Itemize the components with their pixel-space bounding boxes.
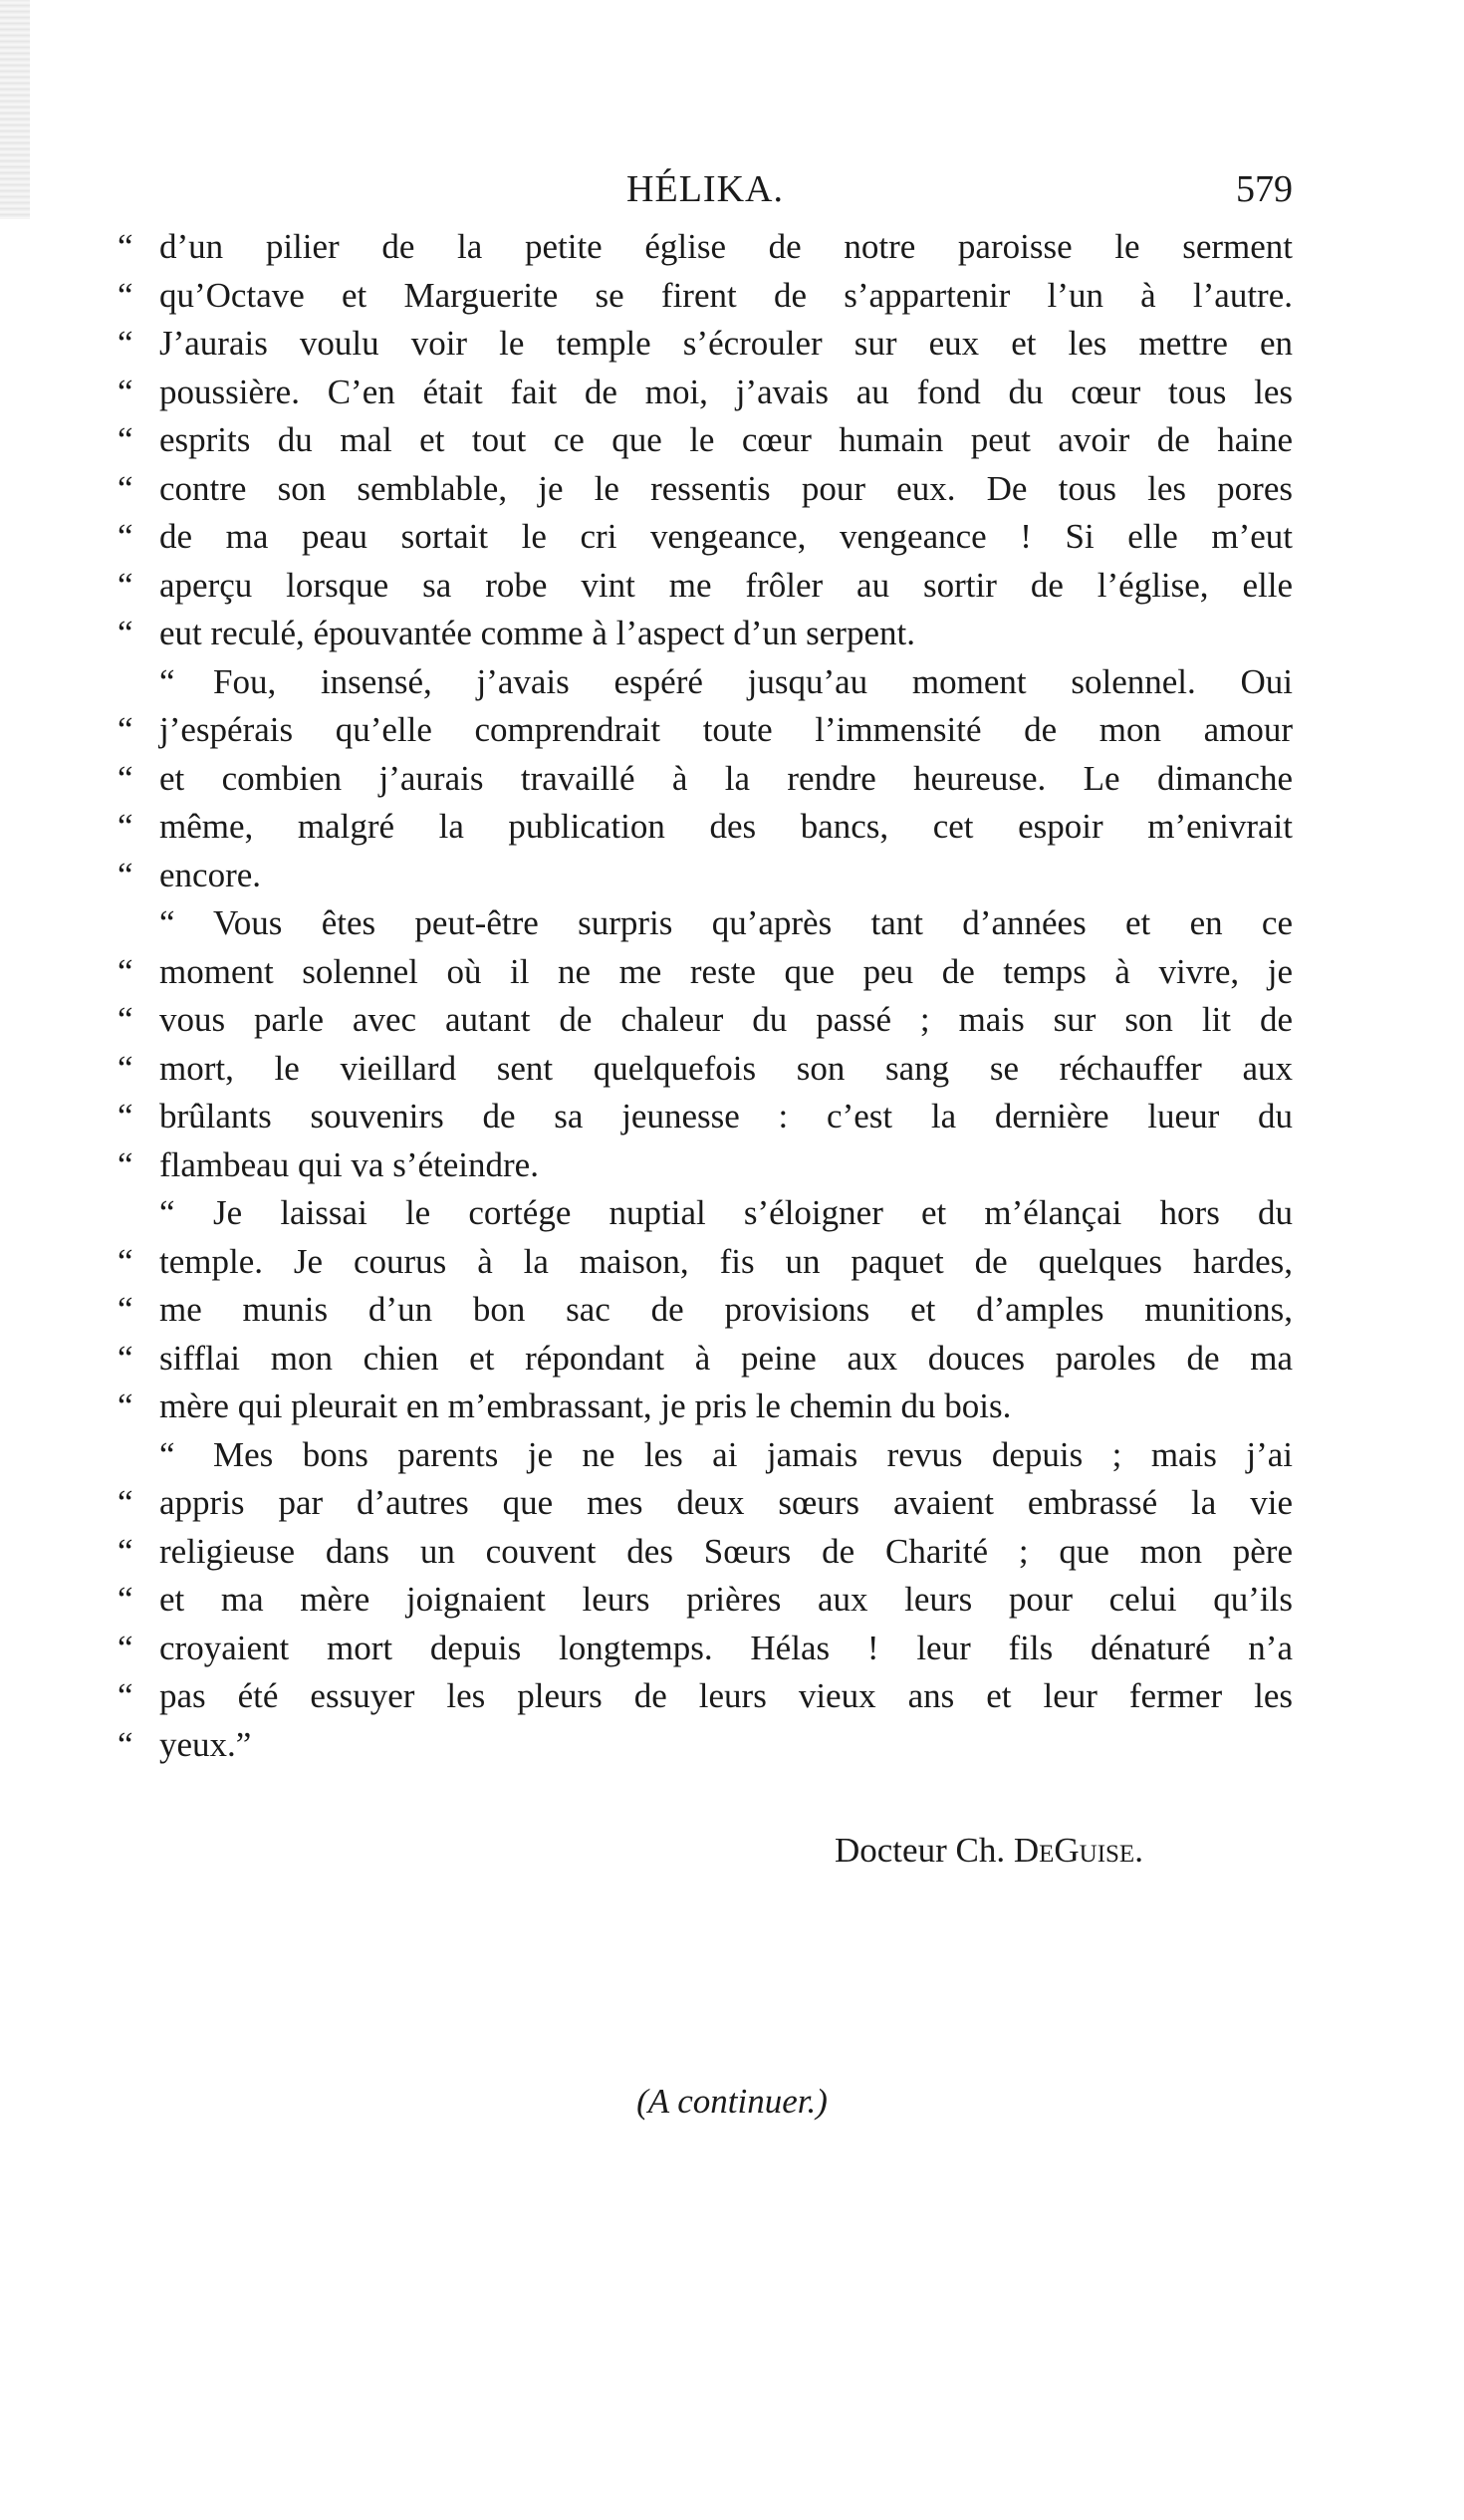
quote-mark: “ (118, 565, 133, 605)
text-line (118, 852, 1293, 900)
running-title: HÉLIKA. (626, 168, 784, 210)
text-line (118, 1431, 1293, 1480)
quote-mark: “ (118, 1338, 133, 1378)
line-text: de ma peau sortait le cri vengeance, vengeance ! Si elle m’eut (159, 517, 1293, 556)
quote-mark: “ (118, 1386, 133, 1425)
line-text: moment solennel où il ne me reste que peu de temps à vivre, je (159, 951, 1293, 991)
author-signature (835, 1831, 1143, 1871)
line-text: yeux.” (159, 1724, 252, 1764)
quote-mark: “ (118, 420, 133, 459)
line-text: J’aurais voulu voir le temple s’écrouler sur eux et les mettre en (159, 324, 1293, 363)
quote-mark: “ (118, 1580, 133, 1619)
quote-mark: “ (118, 1097, 133, 1135)
quote-mark: “ (118, 1531, 133, 1571)
quote-mark: “ (118, 951, 133, 991)
text-line (118, 1672, 1293, 1721)
line-text: Fou, insensé, j’avais espéré jusqu’au moment solennel. Oui (213, 661, 1293, 701)
line-text: brûlants souvenirs de sa jeunesse : c’est la dernière lueur du (159, 1097, 1293, 1135)
quote-mark: “ (118, 807, 133, 846)
text-line (118, 1238, 1293, 1287)
quote-mark: “ (118, 1483, 133, 1522)
quote-mark: “ (118, 758, 133, 798)
quote-mark: “ (159, 903, 175, 942)
text-line (118, 1479, 1293, 1528)
continuation-note: (A continuer.) (636, 2082, 828, 2121)
text-line (118, 1576, 1293, 1625)
line-text: mort, le vieillard sent quelquefois son sang se réchauffer aux (159, 1048, 1293, 1088)
body-text (118, 223, 1293, 1769)
quote-mark: “ (118, 372, 133, 411)
text-line (118, 803, 1293, 852)
line-text: vous parle avec autant de chaleur du passé ; mais sur son lit de (159, 1000, 1293, 1039)
text-line (118, 320, 1293, 369)
text-line (118, 1093, 1293, 1141)
line-text: contre son semblable, je le ressentis pour eux. De tous les pores (159, 468, 1293, 508)
text-line (118, 1141, 1293, 1190)
text-line (118, 1335, 1293, 1384)
text-line (118, 1528, 1293, 1577)
quote-mark: “ (118, 1241, 133, 1281)
quote-mark: “ (118, 1628, 133, 1667)
signature-surname: DeGuise. (1013, 1831, 1143, 1870)
line-text: d’un pilier de la petite église de notre paroisse le serment (159, 227, 1293, 266)
quote-mark: “ (118, 324, 133, 363)
page-number: 579 (1236, 168, 1293, 210)
quote-mark: “ (118, 614, 133, 652)
quote-mark: “ (118, 275, 133, 315)
line-text: temple. Je courus à la maison, fis un paquet de quelques hardes, (159, 1241, 1293, 1281)
quote-mark: “ (118, 1144, 133, 1184)
line-text: mère qui pleurait en m’embrassant, je pris le chemin du bois. (159, 1386, 1012, 1425)
line-text: appris par d’autres que mes deux sœurs avaient embrassé la vie (159, 1483, 1293, 1522)
text-line (118, 1286, 1293, 1335)
text-line (118, 1189, 1293, 1238)
text-line (118, 562, 1293, 611)
text-line (118, 1721, 1293, 1770)
line-text: croyaient mort depuis longtemps. Hélas ! leur fils dénaturé n’a (159, 1628, 1293, 1667)
line-text: encore. (159, 855, 262, 894)
text-line (118, 948, 1293, 997)
quote-mark: “ (118, 517, 133, 556)
quote-mark: “ (159, 661, 175, 701)
text-line (118, 755, 1293, 804)
text-line (118, 706, 1293, 755)
line-text: religieuse dans un couvent des Sœurs de Charité ; que mon père (159, 1531, 1293, 1571)
text-line (118, 1045, 1293, 1094)
line-text: eut reculé, épouvantée comme à l’aspect d’un serpent. (159, 614, 915, 652)
quote-mark: “ (118, 1290, 133, 1329)
page-header (118, 167, 1293, 217)
line-text: même, malgré la publication des bancs, cet espoir m’enivrait (159, 807, 1293, 846)
quote-mark: “ (118, 710, 133, 749)
line-text: poussière. C’en était fait de moi, j’avais au fond du cœur tous les (159, 372, 1293, 411)
quote-mark: “ (159, 1193, 175, 1232)
text-line (118, 1383, 1293, 1431)
text-line (118, 223, 1293, 272)
line-text: esprits du mal et tout ce que le cœur humain peut avoir de haine (159, 420, 1293, 459)
line-text: Mes bons parents je ne les ai jamais revus depuis ; mais j’ai (213, 1434, 1293, 1474)
text-line (118, 513, 1293, 562)
quote-mark: “ (118, 1724, 133, 1764)
line-text: pas été essuyer les pleurs de leurs vieux ans et leur fermer les (159, 1676, 1293, 1715)
line-text: et ma mère joignaient leurs prières aux leurs pour celui qu’ils (159, 1580, 1293, 1619)
quote-mark: “ (118, 1676, 133, 1715)
text-line (118, 416, 1293, 465)
signature-prefix: Docteur Ch. (835, 1831, 1006, 1870)
text-line (118, 610, 1293, 658)
line-text: Je laissai le cortége nuptial s’éloigner et m’élançai hors du (213, 1193, 1293, 1232)
line-text: qu’Octave et Marguerite se firent de s’appartenir l’un à l’autre. (159, 275, 1293, 315)
text-line (118, 272, 1293, 321)
line-text: sifflai mon chien et répondant à peine aux douces paroles de ma (159, 1338, 1293, 1378)
quote-mark: “ (118, 227, 133, 266)
quote-mark: “ (118, 855, 133, 894)
line-text: et combien j’aurais travaillé à la rendre heureuse. Le dimanche (159, 758, 1293, 798)
text-line (118, 658, 1293, 707)
quote-mark: “ (118, 1000, 133, 1039)
line-text: aperçu lorsque sa robe vint me frôler au sortir de l’église, elle (159, 565, 1293, 605)
scanned-page-edge (0, 0, 30, 219)
text-line (118, 465, 1293, 514)
text-line (118, 899, 1293, 948)
quote-mark: “ (159, 1434, 175, 1474)
line-text: Vous êtes peut-être surpris qu’après tant d’années et en ce (213, 903, 1293, 942)
text-line (118, 996, 1293, 1045)
text-line (118, 369, 1293, 417)
line-text: j’espérais qu’elle comprendrait toute l’immensité de mon amour (159, 710, 1293, 749)
text-line (118, 1625, 1293, 1673)
line-text: me munis d’un bon sac de provisions et d’amples munitions, (159, 1290, 1293, 1329)
quote-mark: “ (118, 1048, 133, 1088)
quote-mark: “ (118, 468, 133, 508)
line-text: flambeau qui va s’éteindre. (159, 1144, 539, 1184)
